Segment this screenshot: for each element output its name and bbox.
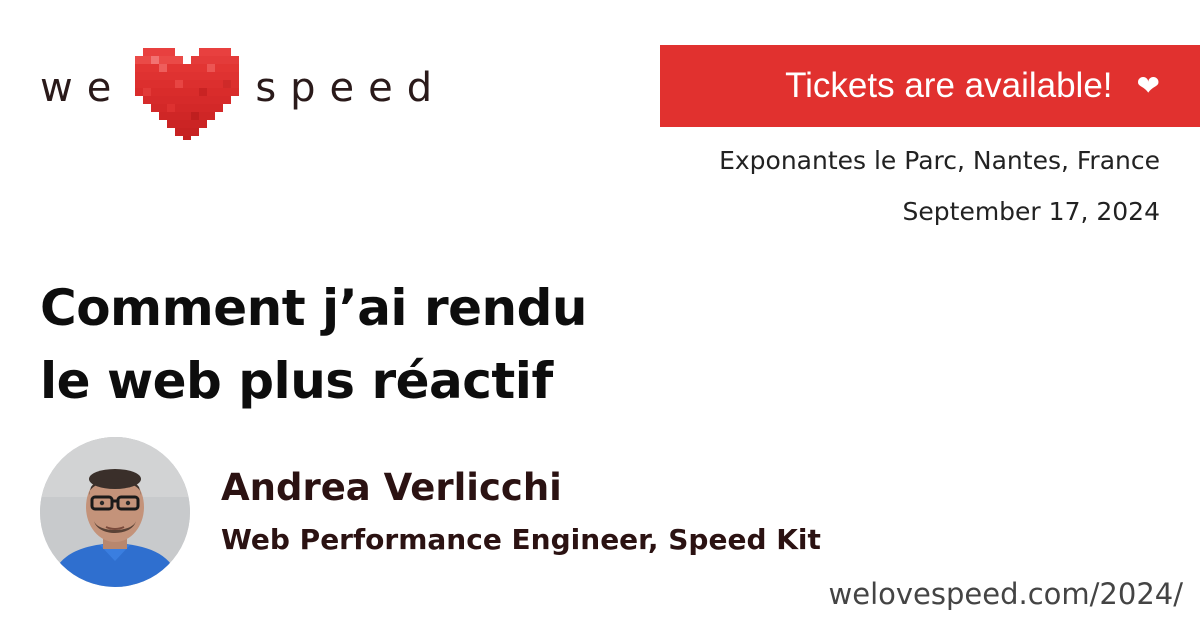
speaker-name: Andrea Verlicchi (221, 466, 562, 509)
talk-title (40, 272, 740, 418)
heart-icon: ❤ (1136, 70, 1160, 101)
speaker-photo (40, 437, 190, 587)
event-venue: Exponantes le Parc, Nantes, France (719, 146, 1160, 175)
logo-word-we: we (40, 65, 126, 111)
logo-word-speed: speed (255, 65, 447, 111)
talk-title-line-1: Comment j’ai rendu (40, 279, 588, 337)
tickets-banner[interactable] (660, 45, 1200, 127)
speaker-role: Web Performance Engineer, Speed Kit (221, 523, 821, 556)
brand-logo (40, 48, 446, 140)
talk-title-line-2: le web plus réactif (40, 352, 553, 410)
speaker-avatar (40, 437, 190, 587)
tickets-banner-label: Tickets are available! (785, 66, 1113, 105)
event-date: September 17, 2024 (902, 197, 1160, 226)
event-url[interactable]: welovespeed.com/2024/ (828, 577, 1183, 611)
pixel-heart-icon (135, 48, 239, 140)
